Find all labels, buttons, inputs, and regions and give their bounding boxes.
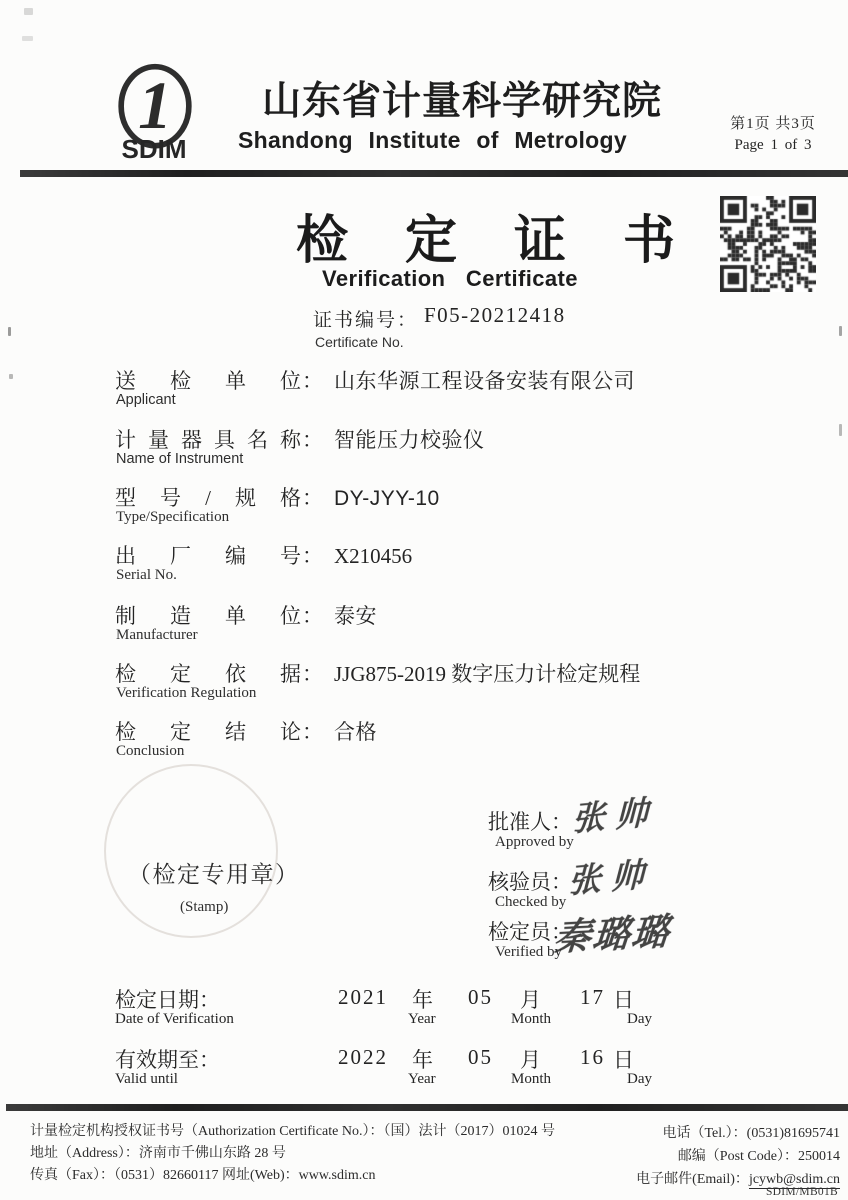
date-month-value: 05: [468, 1045, 493, 1069]
date-label-en: Valid until: [115, 1071, 178, 1087]
footer-postcode-line: 邮编（Post Code）：250014: [677, 1149, 840, 1164]
date-label-zh: 有效期至：: [115, 1049, 220, 1072]
field-row-conclusion: [115, 716, 377, 768]
field-label-zh: 计量器具名称: [115, 428, 301, 452]
signature-label-en: Checked by: [495, 894, 567, 910]
field-value: 智能压力校验仪: [334, 429, 485, 452]
page-number-zh: 第1页 共3页: [730, 116, 816, 132]
month-unit-en: Month: [511, 1011, 552, 1027]
date-row-valid-until: [115, 1044, 755, 1100]
label-colon: ：: [302, 486, 323, 510]
footer-fax-web-line: 传真（Fax）：（0531）82660117 网址(Web)：www.sdim.cn: [30, 1168, 376, 1183]
day-unit-en: Day: [627, 1011, 652, 1027]
institute-name-en: Shandong Institute of Metrology: [238, 127, 627, 153]
date-label-en: Date of Verification: [115, 1011, 234, 1027]
scan-speck: [839, 424, 842, 436]
label-colon: ：: [302, 428, 323, 452]
field-label-en: Serial No.: [116, 567, 177, 583]
field-label-zh: 出厂编号: [115, 544, 301, 568]
year-unit-en: Year: [408, 1011, 436, 1027]
date-label-zh: 检定日期：: [115, 989, 220, 1012]
footer-address-line: 地址（Address）：济南市千佛山东路 28 号: [30, 1146, 286, 1161]
day-unit-zh: 日: [613, 988, 634, 1012]
label-colon: ：: [302, 369, 323, 393]
field-row-manufacturer: [115, 600, 377, 652]
field-row-applicant: [115, 365, 635, 417]
header-divider: [20, 170, 848, 177]
field-value: 泰安: [334, 605, 377, 628]
signature-row-verified: [488, 911, 808, 972]
label-colon: ：: [302, 544, 323, 568]
certificate-no-label-text: 证书编号: [313, 310, 398, 331]
label-colon: ：: [302, 604, 323, 628]
logo-text: SDIM: [121, 134, 187, 164]
field-row-serial-no: [115, 540, 412, 592]
signature-label-en: Verified by: [495, 944, 563, 960]
day-unit-zh: 日: [613, 1048, 634, 1072]
scan-speck: [22, 36, 33, 41]
form-code: SDIM/MB01B: [765, 1186, 838, 1198]
signature-label-en: Approved by: [495, 834, 574, 850]
field-label-en: Type/Specification: [116, 509, 230, 525]
field-value: 山东华源工程设备安装有限公司: [334, 370, 635, 393]
month-unit-zh: 月: [520, 988, 541, 1012]
field-label-zh: 送检单位: [115, 369, 301, 393]
stamp-label-zh: （检定专用章）: [128, 862, 300, 887]
signature-label-zh: 检定员：: [488, 921, 572, 944]
verified-by-signature: 秦璐璐: [551, 911, 673, 960]
logo-digit: 1: [138, 67, 172, 143]
day-unit-en: Day: [627, 1071, 652, 1087]
certificate-title-zh: 检 定 证 书: [296, 213, 698, 270]
field-row-type-specification: [115, 482, 440, 534]
date-day-value: 16: [580, 1045, 605, 1069]
field-row-instrument-name: [115, 424, 485, 476]
date-row-verification: [115, 984, 755, 1040]
certificate-no-value: F05-20212418: [424, 303, 566, 327]
certificate-title-en: Verification Certificate: [322, 266, 578, 291]
footer-divider: [6, 1104, 848, 1111]
month-unit-en: Month: [511, 1071, 552, 1087]
footer-tel-line: 电话（Tel.）：(0531)81695741: [662, 1126, 840, 1141]
year-unit-zh: 年: [412, 988, 433, 1012]
scan-speck: [8, 327, 11, 336]
footer-email-line: [636, 1168, 840, 1188]
qr-code-icon: [720, 196, 816, 292]
page-number-en: Page 1 of 3: [734, 137, 812, 153]
scan-speck: [839, 326, 842, 336]
date-month-value: 05: [468, 985, 493, 1009]
scan-speck: [24, 8, 33, 15]
institute-name-zh: 山东省计量科学研究院: [262, 80, 663, 123]
field-value: DY-JYY-10: [334, 487, 440, 510]
field-row-verification-regulation: [115, 658, 640, 710]
field-label-en: Conclusion: [116, 743, 185, 759]
field-label-zh: 检定结论: [115, 720, 301, 744]
scan-speck: [9, 374, 13, 379]
stamp-label-en: (Stamp): [180, 899, 229, 915]
email-address: jcywb@sdim.cn: [748, 1172, 840, 1187]
field-label-zh: 型号/规格: [115, 486, 301, 510]
email-label: 电子邮件(Email)：: [636, 1172, 749, 1187]
year-unit-en: Year: [408, 1071, 436, 1087]
field-label-en: Applicant: [116, 392, 176, 408]
field-label-zh: 制造单位: [115, 604, 301, 628]
field-label-zh: 检定依据: [115, 662, 301, 686]
field-value: X210456: [334, 544, 413, 568]
approved-by-signature: 张帅: [571, 795, 659, 839]
field-label-en: Verification Regulation: [116, 685, 257, 701]
checked-by-signature: 张帅: [567, 857, 655, 901]
certificate-no-label-zh: [313, 305, 418, 332]
label-colon: ：: [397, 310, 419, 331]
date-year-value: 2021: [338, 985, 388, 1009]
date-day-value: 17: [580, 985, 605, 1009]
field-value: 合格: [334, 721, 377, 744]
month-unit-zh: 月: [520, 1048, 541, 1072]
date-year-value: 2022: [338, 1045, 388, 1069]
footer-authorization-line: 计量检定机构授权证书号（Authorization Certificate No.）：（国）法计（2017）01024 号: [30, 1124, 555, 1139]
field-value: JJG875-2019 数字压力计检定规程: [334, 662, 641, 686]
field-label-en: Manufacturer: [116, 627, 198, 643]
field-label-en: Name of Instrument: [116, 451, 244, 467]
certificate-no-label-en: Certificate No.: [315, 334, 404, 350]
signature-label-zh: 核验员：: [488, 871, 572, 894]
label-colon: ：: [302, 720, 323, 744]
label-colon: ：: [302, 662, 323, 686]
signature-label-zh: 批准人：: [488, 811, 572, 834]
year-unit-zh: 年: [412, 1048, 433, 1072]
